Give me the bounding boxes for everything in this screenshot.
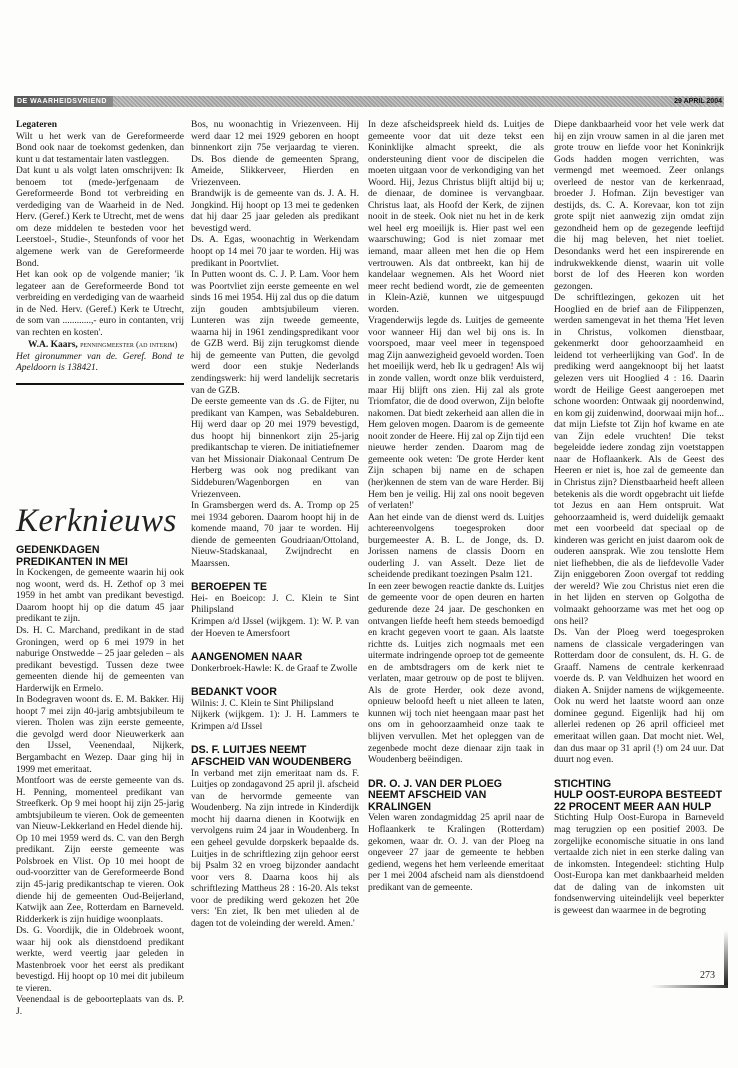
paragraph: Veenendaal is de geboorteplaats van ds. P. J.	[16, 995, 184, 1017]
paragraph: In Kockengen, de gemeente waarin hij ook nog woont, werd ds. H. Zethof op 3 mei 1959 in het ambt van predikant bevestigd. Daarom hoopt hij op die datum 45 jaar predikant te zijn.	[16, 568, 184, 625]
heading-line: DS. F. LUITJES NEEMT	[191, 744, 307, 757]
divider	[16, 383, 184, 385]
paragraph: De schriftlezingen, gekozen uit het Hooglied en de brief aan de Filippenzen, werden samengevat in het thema 'Het leven in Christus, volkomen dienstbaar, gekenmerkt door gehoorzaamheid en leidend tot verheerlijking van God'. In de prediking werd aangeknoopt bij het laatst gelezen vers uit Hooglied 4 : 16. Daarin wordt de Heilige Geest aangeroepen met schone woorden: Ontwaak gij noordenwind, en kom gij zuidenwind, doorwaai mijn hof... dat mijn Liefste tot Zijn hof kwame en ate van Zijn edele vruchten! Die tekst begeleidde iedere zondag zijn voetstappen naar de Hoflaankerk. Als de Geest des Heeren er niet is, hoe zal de gemeente dan in Christus zijn? Dienstbaarheid heeft alleen betekenis als die wordt opgebracht uit liefde tot Jezus en aan Hem ontspruit. Wat gehoorzaamheid is, werd duidelijk gemaakt met een voorbeeld dat speciaal op de kinderen was gericht en juist daarom ook de ouderen aansprak. Wie zou tenslotte Hem niet liefhebben, die als de liefdevolle Vader Zijn eniggeboren Zoon overgaf tot redding der wereld? Wie zou Christus niet eren die in het lijden en sterven op Golgotha de volmaakt gehoorzame was met het oog op ons heil?	[554, 293, 724, 627]
list-item: Nijkerk (wijkgem. 1): J. H. Lammers te Krimpen a/d IJssel	[191, 710, 359, 732]
paragraph: Dat kunt u als volgt laten omschrijven: Ik benoem tot (mede-)erfgenaam de Gereformeerde Bond tot verbreiding en verdediging van de Waarheid in de Ned. Herv. (Geref.) Kerk te Utrecht, met de wens om deze middelen te besteden voor het Leerstoel-, Studie-, Steunfonds of voor het algemene werk van de Gereformeerde Bond.	[16, 166, 184, 269]
column-3	[368, 120, 544, 894]
heading-beroepen: BEROEPEN TE	[191, 581, 267, 594]
legateren-title: Legateren	[16, 120, 57, 130]
heading-stichting	[554, 779, 724, 814]
giro-number: Het gironummer van de. Geref. Bond te Apeldoorn is 138421.	[16, 351, 184, 374]
paragraph: Diepe dankbaarheid voor het vele werk dat hij en zijn vrouw samen in al die jaren met grote trouw en liefde voor het Koninkrijk Gods hadden mogen verrichten, was vermengd met weemoed. Zeer onlangs overleed de nestor van de kerkenraad, broeder J. Hofman. Zijn bevestiger van destijds, ds. C. A. Korevaar, kon tot zijn grote spijt niet aanwezig zijn omdat zijn gezondheid hem op de gezegende leeftijd die hij mag beleven, het niet toeliet. Desondanks werd het een inspirerende en indrukwekkende dienst, waarin uit volle borst de lof des Heeren kon worden gezongen.	[554, 120, 724, 292]
paragraph: Stichting Hulp Oost-Europa in Barneveld mag terugzien op een positief 2003. De zorgelijke economische situatie in ons land vertaalde zich niet in een sterke daling van de inkomsten. Integendeel: stichting Hulp Oost-Europa kan met dankbaarheid melden dat de daling van de inkomsten uit fondsenwerving uiteindelijk veel beperkter is geweest dan waarmee in de begroting	[554, 813, 724, 916]
heading-line: PREDIKANTEN IN MEI	[16, 555, 128, 568]
heading-aangenomen: AANGENOMEN NAAR	[191, 651, 303, 664]
heading-line: HULP OOST-EUROPA BESTEEDT	[554, 789, 723, 802]
paragraph: Ds. Van der Ploeg werd toegesproken namens de classicale vergaderingen van Rotterdam door de consulent, ds. H. G. de Graaff. Namens de centrale kerkenraad voerde ds. P. van Veldhuizen het woord en diaken A. Snijder namens de wijkgemeente. Ook nu werd het laatste woord aan onze dominee gegund. Eigenlijk had hij om allerlei redenen op 26 april officieel met emeritaat willen gaan. Dat mocht niet. Wel, dan dus maar op 31 april (!) om 24 uur. Dat duurt nog even.	[554, 628, 724, 766]
heading-line: STICHTING	[554, 777, 612, 790]
paragraph: Wilt u het werk van de Gereformeerde Bond ook naar de toekomst gedenken, dan kunt u dat testamentair laten vastleggen.	[16, 131, 184, 165]
paragraph: Ds. G. Voordijk, die in Oldebroek woont, waar hij ook als dienstdoend predikant werkte, werd veertig jaar geleden in Mastenbroek voor het eerst als predikant bevestigd. Hij hoopt op 10 mei dit jubileum te vieren.	[16, 926, 184, 994]
paragraph: Montfoort was de eerste gemeente van ds. H. Penning, momenteel predikant van Streefkerk. Op 9 mei hoopt hij zijn 25-jarig ambtsjubileum te vieren. Ook de gemeenten van Nieuw-Lekkerland en Hedel diende hij.	[16, 776, 184, 833]
paragraph: In een zeer bewogen reactie dankte ds. Luitjes de gemeente voor de open deuren en harten gedurende deze 24 jaar. De geschonken en ontvangen liefde heeft hem steeds bemoedigd en kracht gegeven voort te gaan. Als laatste richtte ds. Luitjes zich nogmaals met een uitermate indringende oproep tot de gemeente en de ambtsdragers om de kerk niet te verlaten, maar getrouw op de post te blijven. Als de grote Herder, ook deze avond, opnieuw beloofd heeft u niet alleen te laten, kunnen wij toch niet heengaan maar past het ons om in gehoorzaamheid onze taak te blijven vervullen. Met het opleggen van de zegenbede mocht deze dienaar zijn taak in Woudenberg beëindigen.	[368, 581, 544, 766]
heading-line: AFSCHEID VAN WOUDENBERG	[191, 756, 352, 769]
heading-van-der-ploeg	[368, 779, 544, 814]
heading-luitjes	[191, 745, 359, 768]
page-number: 273	[700, 970, 715, 981]
paragraph: Vragenderwijs legde ds. Luitjes de gemeente voor wanneer Hij dan wel bij ons is. In voorspoed, maar veel meer in tegenspoed mag Zijn aanwezigheid gevoeld worden. Toen het moeilijk werd, heb Ik u gedragen! Als wij in zonde vallen, wordt onze blik verduisterd, maar Hij blijft ons zien. Hij zal als grote Triomfator, die de dood overwon, Zijn belofte nakomen. Dat biedt zekerheid aan allen die in Hem geloven mogen. Daarom is de gemeente nooit zonder de Heere. Hij zal op Zijn tijd een nieuwe herder zenden. Daarom mag de gemeente ook weten: 'De grote Herder kent Zijn schapen bij name en de schapen (her)kennen de stem van de ware Herder. Bij Hem ben je veilig. Hij zal ons nooit begeven of verlaten!'	[368, 316, 544, 512]
paragraph: In Putten woont ds. C. J. P. Lam. Voor hem was Poortvliet zijn eerste gemeente en wel sinds 16 mei 1954. Hij zal dus op die datum zijn gouden ambtsjubileum vieren. Lunteren was zijn tweede gemeente, waarna hij in 1961 zendingspredikant voor de GZB werd. Bij zijn terugkomst diende hij de gemeente van Putten, die gevolgd werd door een stukje Nederlands zendingswerk: hij werd landelijk secretaris van de GZB.	[191, 270, 359, 396]
page-edge-shadow	[724, 930, 728, 985]
section-title-kerknieuws: Kerknieuws	[16, 503, 177, 540]
issue-date: 29 APRIL 2004	[674, 98, 722, 105]
column-4	[554, 120, 724, 917]
paragraph: In Bodegraven woont ds. E. M. Bakker. Hij hoopt 7 mei zijn 40-jarig ambtsjubileum te vieren. Tholen was zijn eerste gemeente, die gevolgd werd door Nieuwerkerk aan den IJssel, Veenendaal, Nijkerk, Bergambacht en Wezep. Daar ging hij in 1999 met emeritaat.	[16, 695, 184, 775]
signature-name: W.A. Kaars,	[28, 340, 78, 351]
signature	[16, 339, 184, 352]
paragraph: Het kan ook op de volgende manier; 'ik legateer aan de Gereformeerde Bond tot verbreiding en verdediging van de waarheid in de Ned. Herv. (Geref.) Kerk te Utrecht, de som van ............,- euro in contanten, vrij van rechten en kosten'.	[16, 270, 184, 338]
paragraph: Ds. A. Egas, woonachtig in Werkendam hoopt op 14 mei 70 jaar te worden. Hij was predikant in Poortvliet.	[191, 235, 359, 269]
paragraph: Ds. H. C. Marchand, predikant in de stad Groningen, werd op 6 mei 1979 in het naburige Onstwedde – 25 jaar geleden – als predikant bevestigd. Tussen deze twee gemeenten diende hij de gemeenten van Harderwijk en Ermelo.	[16, 625, 184, 694]
paragraph: Brandwijk is de gemeente van ds. J. A. H. Jongkind. Hij hoopt op 13 mei te gedenken dat hij daar 25 jaar geleden als predikant bevestigd werd.	[191, 189, 359, 234]
heading-gedenkdagen	[16, 545, 184, 568]
heading-line: GEDENKDAGEN	[16, 544, 100, 557]
heading-line: NEEMT AFSCHEID VAN KRALINGEN	[368, 789, 487, 813]
paragraph: Op 10 mei 1959 werd ds. C. van den Bergh predikant. Zijn eerste gemeente was Polsbroek en Vlist. Op 10 mei hoopt de oud-voorzitter van de Gereformeerde Bond zijn 45-jarig predikantschap te vieren. Ook diende hij de gemeenten Oud-Beijerland, Katwijk aan Zee, Rotterdam en Barneveld. Ridderkerk is zijn huidige woonplaats.	[16, 833, 184, 925]
paragraph: In Gramsbergen werd ds. A. Tromp op 25 mei 1934 geboren. Daarom hoopt hij in de komende maand, 70 jaar te worden. Hij diende de gemeenten Goudriaan/Ottoland, Nieuw-Stadskanaal, Zwijndrecht en Maarssen.	[191, 501, 359, 569]
signature-role: penningmeester (ad interim)	[80, 339, 178, 350]
column-2	[191, 120, 359, 930]
paragraph: Velen waren zondagmiddag 25 april naar de Hoflaankerk te Kralingen (Rotterdam) gekomen, waar dr. O. J. van der Ploeg na ongeveer 27 jaar de gemeente te hebben gediend, wegens het hem verleende emeritaat per 1 mei 2004 afscheid nam als dienstdoend predikant van de gemeente.	[368, 813, 544, 893]
heading-line: 22 PROCENT MEER AAN HULP	[554, 800, 712, 813]
list-item: Wilnis: J. C. Klein te Sint Philipsland	[191, 698, 334, 709]
list-item: Donkerbroek-Hawle: K. de Graaf te Zwolle	[191, 663, 358, 674]
column-1	[16, 120, 184, 1019]
paragraph: De eerste gemeente van ds .G. de Fijter, nu predikant van Kampen, was Sebaldeburen. Hij werd daar op 20 mei 1979 bevestigd, dus hoopt hij binnenkort zijn 25-jarig predikantschap te vieren. De initiatiefnemer van het Missionair Diakonaal Centrum De Herberg was ook nog predikant van Siddeburen/Wagenborgen en van Vriezenveen.	[191, 397, 359, 500]
heading-bedankt: BEDANKT VOOR	[191, 686, 277, 699]
publication-name: DE WAARHEIDSVRIEND	[14, 96, 113, 107]
paragraph: Aan het einde van de dienst werd ds. Luitjes achtereenvolgens toegesproken door burgemeester A. B. L. de Jonge, ds. D. Jorissen namens de classis Doorn en ouderling J. van Asselt. Deze liet de scheidende predikant toezingen Psalm 121.	[368, 512, 544, 581]
paragraph: In deze afscheidspreek hield ds. Luitjes de gemeente voor dat uit deze tekst een Koninklijke almacht spreekt, die als ondersteuning dient voor de discipelen die moeten uitgaan voor de verkondiging van het Woord. Hij, Jezus Christus blijft altijd bij u; de dienaar, de dominee is vervangbaar. Christus laat, als Hoofd der Kerk, de zijnen nooit in de steek. Ook niet nu het in de kerk wel heel erg moeilijk is. Hier past wel een waarschuwing; God is niet zomaar met iemand, maar alleen met hen die op Hem vertrouwen. Als dat ontbreekt, kan hij de kandelaar wegnemen. Als het Woord niet meer recht bediend wordt, zie de gemeenten in Klein-Azië, kunnen we uitgespuugd worden.	[368, 120, 544, 315]
page-edge-shadow	[650, 985, 728, 988]
list-item: Krimpen a/d IJssel (wijkgem. 1): W. P. van der Hoeven te Amersfoort	[191, 617, 359, 639]
heading-line: DR. O. J. VAN DER PLOEG	[368, 777, 503, 790]
paragraph: Bos, nu woonachtig in Vriezenveen. Hij werd daar 12 mei 1929 geboren en hoopt binnenkort zijn 75e verjaardag te vieren. Ds. Bos diende de gemeenten Sprang, Ameide, Slikkerveer, Hierden en Vriezenveen.	[191, 120, 359, 188]
list-item: Hei- en Boeicop: J. C. Klein te Sint Philipsland	[191, 593, 359, 616]
masthead-bar	[14, 96, 724, 107]
paragraph: In verband met zijn emeritaat nam ds. F. Luitjes op zondagavond 25 april jl. afscheid van de hervormde gemeente van Woudenberg. Na zijn intrede in Kinderdijk mocht hij daarna dienen in Kootwijk en vervolgens ruim 24 jaar in Woudenberg. In een geheel gevulde dorpskerk bepaalde ds. Luitjes in de schriftlezing zijn gehoor eerst bij Psalm 32 en vroeg bijzonder aandacht voor vers 8. Daarna koos hij als schriftlezing Mattheus 28 : 16-20. Als tekst voor de prediking werd gekozen het 20e vers: 'En ziet, Ik ben met ulieden al de dagen tot de voleinding der wereld. Amen.'	[191, 768, 359, 929]
